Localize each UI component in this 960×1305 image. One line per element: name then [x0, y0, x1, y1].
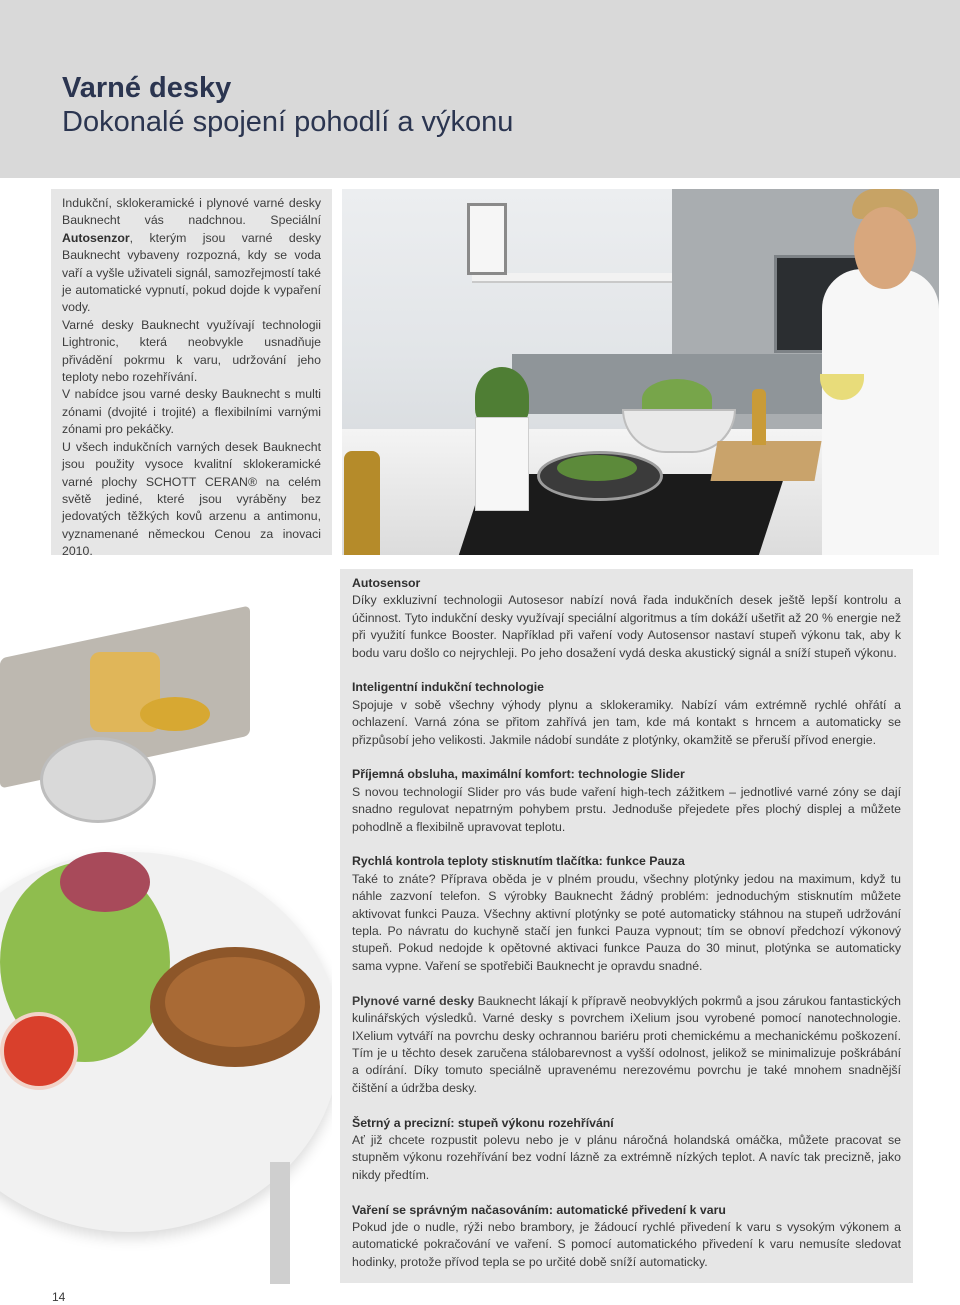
intro-paragraph: Varné desky Bauknecht využívají technologii Lightronic, která neobvykle usnadňuje přivádění pokrmu k varu, udržování jeho teploty nebo rozehřívání.	[62, 317, 321, 385]
section-slider	[352, 766, 901, 836]
page-title: Varné desky	[62, 72, 232, 104]
spice-pile	[140, 697, 210, 731]
vegetables	[557, 455, 637, 481]
section-auto-boil	[352, 1202, 901, 1272]
picture-frame	[467, 203, 507, 275]
section-heading: Vaření se správným načasováním: automatické přivedení k varu	[352, 1202, 726, 1217]
section-text: Pokud jde o nudle, rýži nebo brambory, je žádoucí rychlé přivedení k varu s vysokým výkonem a automatické pokračování ve vaření. S pomocí automatického přivedení k varu nemusíte sledovat hodinky, protože přívod tepla se po určité době sníží automaticky.	[352, 1219, 901, 1269]
section-text: Díky exkluzivní technologii Autosesor nabízí nová řada indukčních desek ještě lepší kontrolu a účinnost. Tyto indukční desky využívají speciální algoritmus a tím dokáží ušetřit až 20 % energie než při využití funkce Booster. Například při vaření vody Autosensor nastaví stupeň výkonu tak, aby k bodu varu došlo co nejrychleji. Po jeho dosažení vydá deska akustický signál a sníží stupeň výkonu.	[352, 593, 901, 660]
section-induction	[352, 679, 901, 749]
intro-text: Indukční, sklokeramické i plynové varné desky Bauknecht vás nadchnou. Speciální	[62, 196, 321, 228]
section-text	[352, 993, 901, 1097]
section-inline-text: Bauknecht lákají k přípravě neobvyklých pokrmů a jsou zárukou fantastických kulinářských výsledků. Varné desky s povrchem iXelium jsou vyrobené pomocí nanotechnologie. IXelium vytváří na povrchu desky ochrannou bariéru proti chemickému a mechanickému poškození. Tím je u těchto desek zaručena stálobarevnost a vyšší odolnost, jelikož se minimalizuje poškrábání a odírání. Díky tomuto speciálně upravenému nerezovému povrchu je také mnohem snadnější čištění a údržba desky.	[352, 993, 901, 1095]
food-photo	[0, 562, 332, 1284]
intro-bold-term: Autosenzor	[62, 230, 130, 245]
section-text: Také to znáte? Příprava oběda je v plném proudu, všechny plotýnky jedou na maximum, když tu náhle zazvoní telefon. S výrobky Bauknecht žádný problém: jednoduchým stisknutím můžete aktivovat funkci Pauza. Všechny aktivní plotýnky se poté automaticky stáhnou na stupeň udržování tepla. Po návratu do kuchyně stačí jen funkci Pauza vypnout; tím se obnoví předchozí výkonový stupeň. Pokud nedojde k opětovné aktivaci funkce Pauza do 30 minut, plotýnka se automaticky sama vypne. Vaření se spotřebiči Bauknecht je opravdu snadné.	[352, 871, 901, 973]
oil-bottle	[752, 389, 766, 445]
radicchio	[60, 852, 150, 912]
intro-paragraph: V nabídce jsou varné desky Bauknecht s multi zónami (dvojité i trojité) a flexibilními varnými zónami pro pekáčky.	[62, 387, 321, 437]
tomato-slice	[0, 1012, 78, 1090]
section-heading: Inteligentní indukční technologie	[352, 680, 544, 695]
section-heading: Autosensor	[352, 576, 421, 590]
glass-tin	[40, 737, 156, 823]
chef-figure	[822, 269, 939, 555]
olive-oil-bottle	[344, 451, 380, 555]
section-autosensor	[352, 575, 901, 662]
intro-text: , kterým jsou varné desky Bauknecht vybaveny rozpozná, kdy se voda vaří a vyšle uživateli signál, samozřejmostí také je automatické vypnutí, pokud dojde k vypaření vody.	[62, 230, 322, 315]
chef-head	[854, 207, 916, 289]
section-pause	[352, 853, 901, 975]
planter	[475, 417, 529, 511]
intro-text-box	[51, 189, 332, 559]
page-number: 14	[52, 1290, 66, 1304]
section-gas-hobs	[352, 993, 901, 1097]
section-text: S novou technologií Slider pro vás bude vaření high-tech zážitkem – jednotlivé varné zóny se dají snadno regulovat nepatrným pohybem prstu. Jednoduše přejedete přes plochý displej a můžete pohodlně a flexibilně upravovat teplotu.	[352, 784, 901, 834]
section-text: Spojuje v sobě všechny výhody plynu a sklokeramiky. Nabízí vám extrémně rychlé ohřátí a ochlazení. Varná zóna se přitom zahřívá jen tam, kde má kontakt s hrncem a automaticky se přizpůsobí jeho velikosti. Jakmile nádobí sundáte z plotýnky, okamžitě se přeruší přívod energie.	[352, 697, 901, 747]
section-inline-heading: Plynové varné desky	[352, 993, 475, 1008]
section-heading: Rychlá kontrola teploty stisknutím tlačítka: funkce Pauza	[352, 854, 685, 869]
section-heading: Šetrný a precizní: stupeň výkonu rozehřívání	[352, 1115, 614, 1130]
features-text-box	[340, 569, 913, 1283]
page-subtitle: Dokonalé spojení pohodlí a výkonu	[62, 106, 514, 138]
section-heading: Příjemná obsluha, maximální komfort: technologie Slider	[352, 767, 685, 782]
intro-paragraph: U všech indukčních varných desek Bauknecht jsou použity vysoce kvalitní sklokeramické varné plochy SCHOTT CERAN® na celém světě jediné, které jsou vyráběny bez jedovatých těžkých kovů arzenu a antimonu, vyznamenané německou Cenou za inovaci 2010.	[62, 439, 321, 559]
section-text: Ať již chcete rozpustit polevu nebo je v plánu náročná holandská omáčka, můžete pracovat se stupněm výkonu rozehřívání bez vodní lázně za extrémně nízkých teplot. A navíc tak precizně, jako nikdy předtím.	[352, 1132, 901, 1182]
kitchen-photo	[342, 189, 939, 555]
cutting-board	[710, 441, 821, 481]
steak-top	[165, 957, 305, 1047]
intro-paragraph	[62, 195, 321, 317]
knife	[270, 1162, 290, 1284]
section-melting	[352, 1115, 901, 1185]
